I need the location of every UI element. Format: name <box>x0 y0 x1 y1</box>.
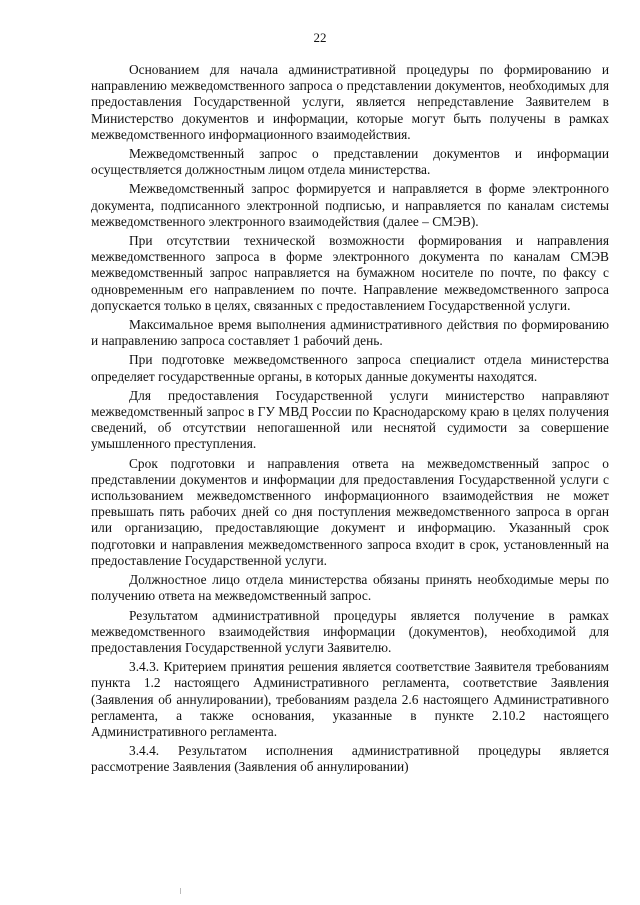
paragraph: Срок подготовки и направления ответа на межведомственный запрос о представлении документов и информации для предоставления Государственной услуги с использованием межведомственного информационного взаимодействия не может превышать пять рабочих дней со дня поступления межведомственного запроса в орган или организацию, предоставляющие документ и информацию. Указанный срок подготовки и направления межведомственного запроса входит в срок, установленный на предоставление Государственной услуги. <box>91 455 609 568</box>
paragraph: Для предоставления Государственной услуги министерство направляют межведомственный запрос в ГУ МВД России по Краснодарскому краю в целях получения сведений, об отсутствии непогашенной или неснятой судимости за совершение умышленного преступления. <box>91 387 609 452</box>
paragraph: Должностное лицо отдела министерства обязаны принять необходимые меры по получению ответа на межведомственный запрос. <box>91 572 609 604</box>
paragraph: 3.4.3. Критерием принятия решения является соответствие Заявителя требованиям пункта 1.2 настоящего Административного регламента, соответствие Заявления (Заявления об аннулировании), требованиям раздела 2.6 настоящего Административного регламента, а также основания, указанные в пункте 2.10.2 настоящего Административного регламента. <box>91 659 609 739</box>
paragraph: Максимальное время выполнения административного действия по формированию и направлению запроса составляет 1 рабочий день. <box>91 317 609 349</box>
document-body <box>91 62 609 779</box>
paragraph: Результатом административной процедуры является получение в рамках межведомственного взаимодействия информации (документов), необходимой для предоставления Государственной услуги Заявителю. <box>91 607 609 655</box>
paragraph: При подготовке межведомственного запроса специалист отдела министерства определяет государственные органы, в которых данные документы находятся. <box>91 352 609 384</box>
paragraph: 3.4.4. Результатом исполнения административной процедуры является рассмотрение Заявления (Заявления об аннулировании) <box>91 743 609 775</box>
paragraph: Межведомственный запрос о представлении документов и информации осуществляется должностным лицом отдела министерства. <box>91 146 609 178</box>
paragraph: При отсутствии технической возможности формирования и направления межведомственного запроса в форме электронного документа по каналам СМЭВ межведомственный запрос направляется на бумажном носителе по почте, по факсу с одновременным его направлением по почте. Направление межведомственного запроса допускается только в целях, связанных с предоставлением Государственной услуги. <box>91 233 609 313</box>
page-number: 22 <box>313 30 327 45</box>
paragraph: Основанием для начала административной процедуры по формированию и направлению межведомственного запроса о представлении документов, необходимых для предоставления Государственной услуги, является непредставление Заявителем в Министерство документов и информации, которые могут быть получены в рамках межведомственного информационного взаимодействия. <box>91 62 609 142</box>
paragraph: Межведомственный запрос формируется и направляется в форме электронного документа, подписанного электронной подписью, и направляется по каналам системы межведомственного электронного взаимодействия (далее – СМЭВ). <box>91 181 609 229</box>
scan-artifact <box>180 888 181 894</box>
